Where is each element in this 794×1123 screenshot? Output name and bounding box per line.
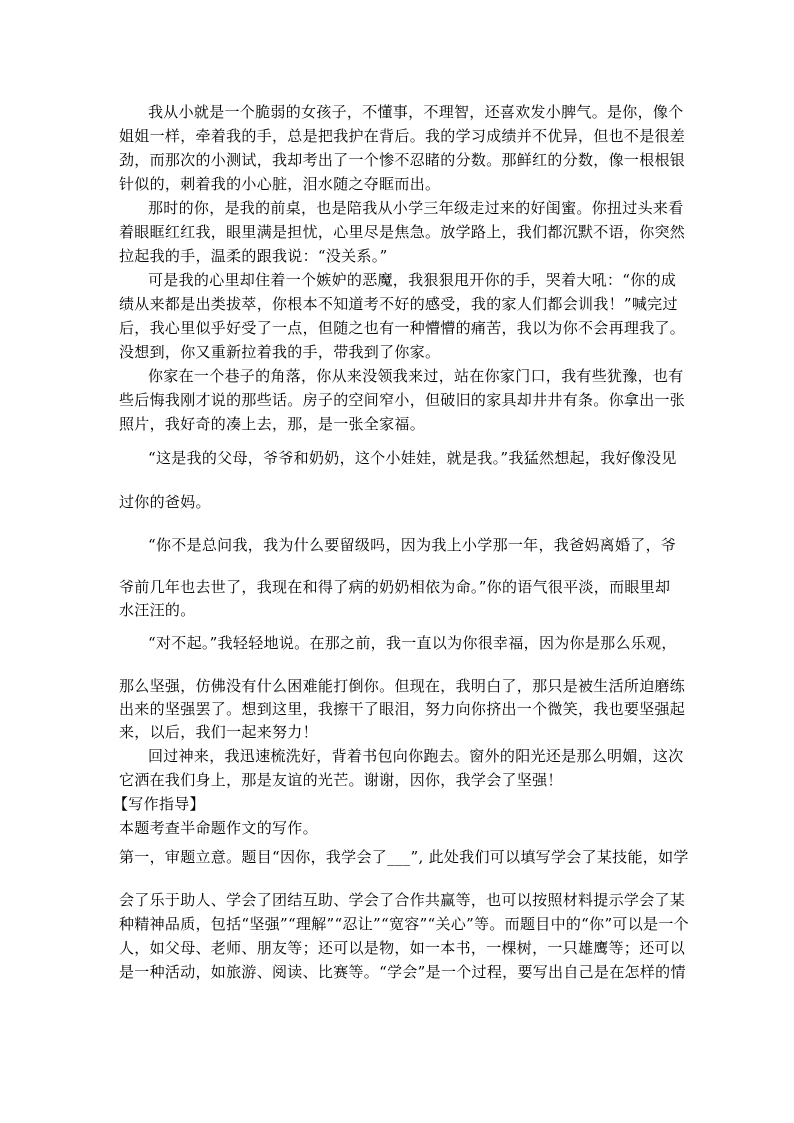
essay-line: 绩从来都是出类拔萃，你根本不知道考不好的感受，我的家人们都会训我！”喊完过: [119, 295, 678, 313]
essay-line: 你家在一个巷子的角落，你从来没领我来过，站在你家门口，我有些犹豫，也有: [148, 367, 684, 385]
guidance-line: 是一种活动，如旅游、阅读、比赛等。“学会”是一个过程，要写出自己是在怎样的情: [119, 963, 686, 981]
guidance-line: 会了乐于助人、学会了团结互助、学会了合作共赢等，也可以按照材料提示学会了某: [119, 891, 686, 909]
section-heading: 【写作指导】: [113, 795, 205, 813]
essay-line: 没想到，你又重新拉着我的手，带我到了你家。: [119, 343, 441, 361]
essay-line: 拉起我的手，温柔的跟我说：“没关系。”: [119, 247, 388, 265]
essay-line: 出来的坚强罢了。想到这里，我擦干了眼泪，努力向你挤出一个微笑，我也要坚强起: [119, 700, 686, 718]
essay-line: 劲，而那次的小测试，我却考出了一个惨不忍睹的分数。那鲜红的分数，像一根根银: [119, 151, 686, 169]
essay-line: 着眼眶红红我，眼里满是担忧，心里尽是焦急。放学路上，我们都沉默不语，你突然: [119, 223, 686, 241]
essay-line: 爷前几年也去世了，我现在和得了病的奶奶相依为命。”你的语气很平淡，而眼里却: [119, 578, 671, 596]
essay-line: 来，以后，我们一起来努力！: [119, 723, 318, 741]
guidance-line: 人，如父母、老师、朋友等；还可以是物，如一本书，一棵树，一只雄鹰等；还可以: [119, 939, 686, 957]
guidance-line: 本题考查半命题作文的写作。: [119, 819, 318, 837]
essay-line: 照片，我好奇的凑上去，那，是一张全家福。: [119, 415, 426, 433]
essay-line: “对不起。”我轻轻地说。在那之前，我一直以为你很幸福，因为你是那么乐观，: [148, 634, 677, 652]
essay-line: 针似的，刺着我的小心脏，泪水随之夺眶而出。: [119, 175, 441, 193]
essay-line: “你不是总问我，我为什么要留级吗，因为我上小学那一年，我爸妈离婚了，爷: [148, 536, 677, 554]
essay-line: 我从小就是一个脆弱的女孩子，不懂事，不理智，还喜欢发小脾气。是你，像个: [148, 103, 684, 121]
essay-line: 过你的爸妈。: [119, 493, 211, 511]
essay-line: 后，我心里似乎好受了一点，但随之也有一种懵懵的痛苦，我以为你不会再理我了。: [119, 319, 686, 337]
essay-line: 那么坚强，仿佛没有什么困难能打倒你。但现在，我明白了，那只是被生活所迫磨练: [119, 677, 686, 695]
essay-line: 回过神来，我迅速梳洗好，背着书包向你跑去。窗外的阳光还是那么明媚，这次: [148, 747, 684, 765]
essay-line: 它洒在我们身上，那是友谊的光芒。谢谢，因你，我学会了坚强！: [119, 771, 563, 789]
essay-line: 可是我的心里却住着一个嫉妒的恶魔，我狠狠甩开你的手，哭着大吼：“你的成: [148, 271, 677, 289]
guidance-line: 第一，审题立意。题目“因你，我学会了___”, 此处我们可以填写学会了某技能，如学: [119, 848, 689, 866]
essay-line: “这是我的父母，爷爷和奶奶，这个小娃娃，就是我。”我猛然想起，我好像没见: [148, 449, 677, 467]
essay-line: 那时的你，是我的前桌，也是陪我从小学三年级走过来的好闺蜜。你扭过头来看: [148, 199, 684, 217]
essay-line: 水汪汪的。: [119, 601, 196, 619]
essay-line: 姐姐一样，牵着我的手，总是把我护在背后。我的学习成绩并不优异，但也不是很差: [119, 127, 686, 145]
guidance-line: 种精神品质，包括“坚强”“理解”“忍让”“宽容”“关心”等。而题目中的“你”可以是一个: [119, 915, 689, 933]
essay-line: 些后悔我刚才说的那些话。房子的空间窄小，但破旧的家具却井井有条。你拿出一张: [119, 391, 686, 409]
